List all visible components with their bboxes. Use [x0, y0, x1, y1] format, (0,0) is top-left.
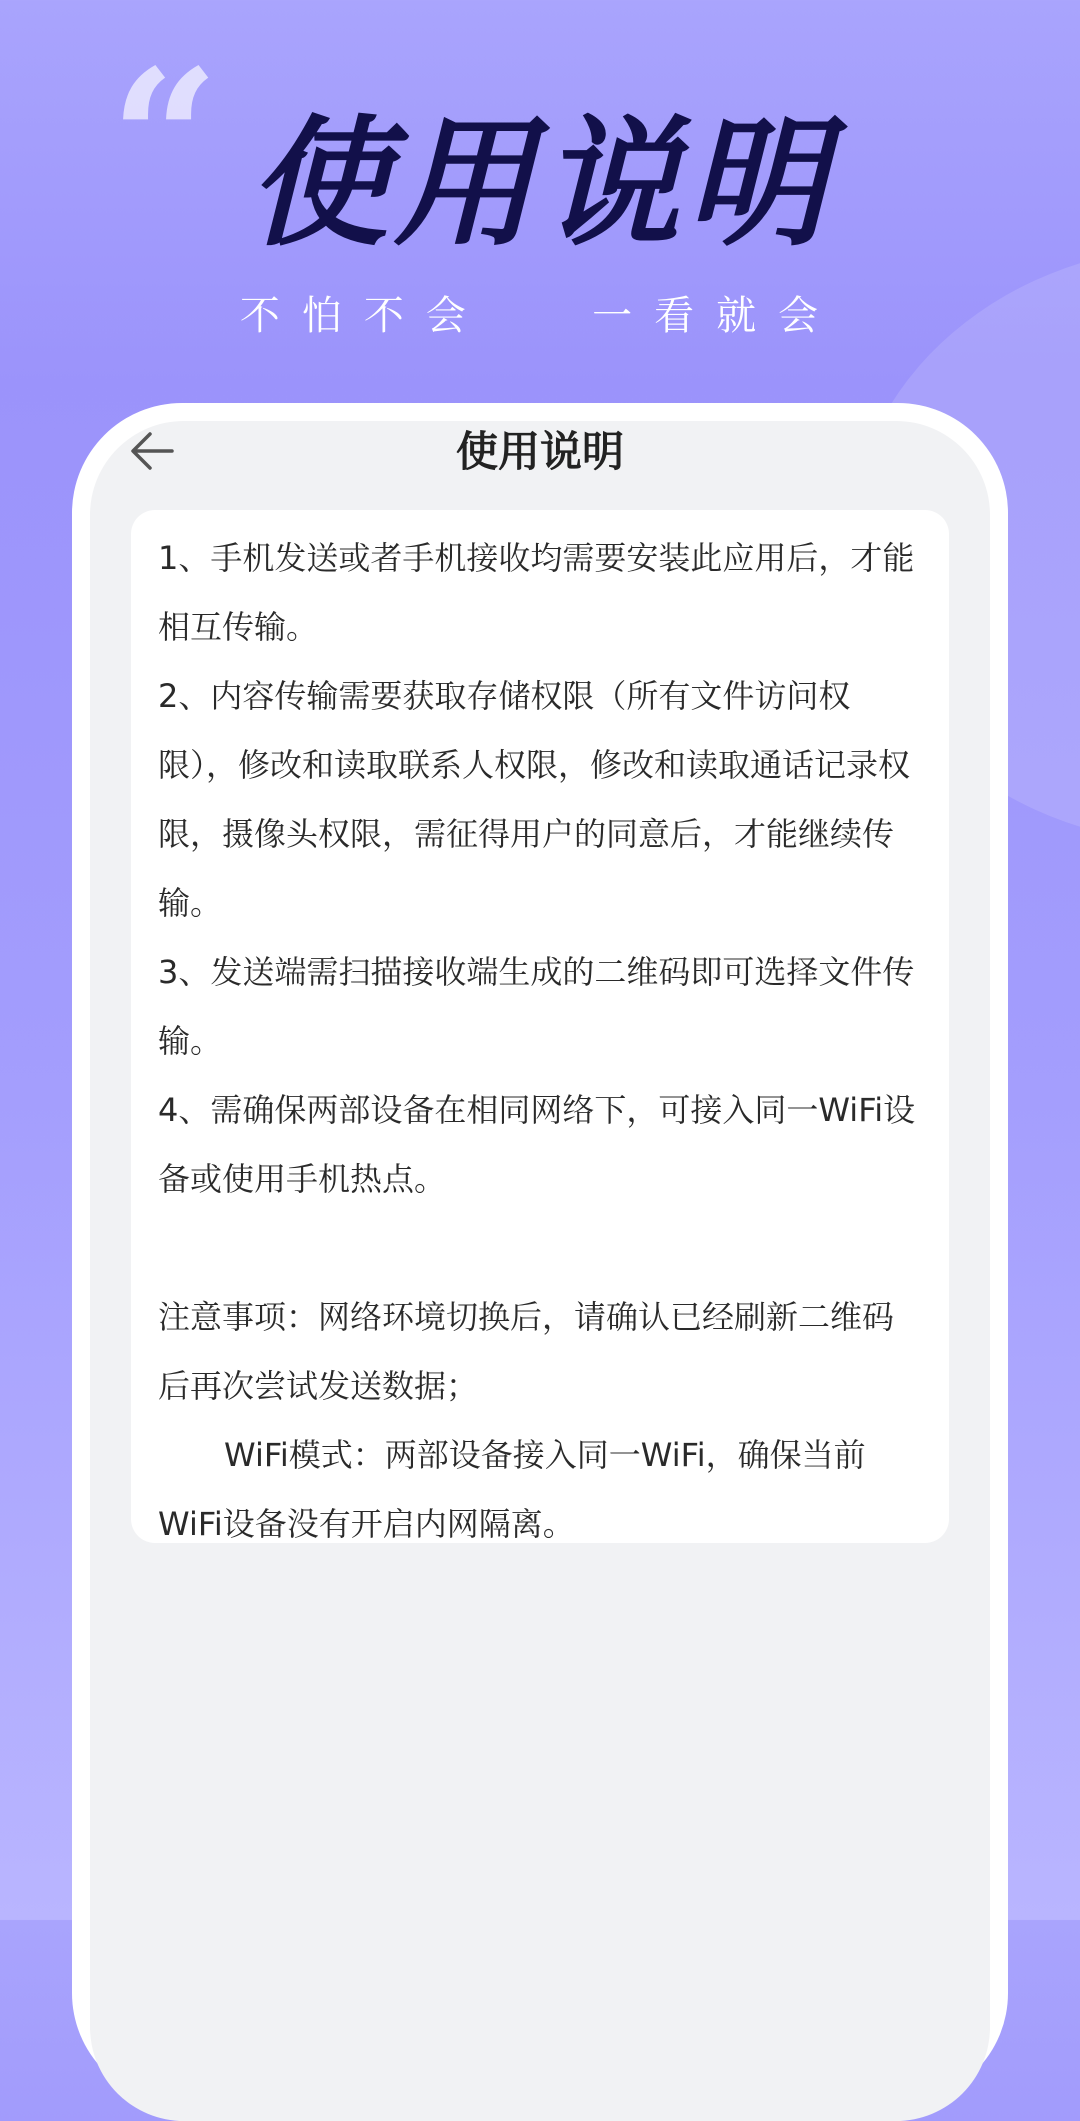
- spacer: [158, 1214, 921, 1283]
- instruction-item-3: 3、发送端需扫描接收端生成的二维码即可选择文件传输。: [158, 953, 915, 1060]
- hero-subtitle: 不怕不会 一看就会: [239, 293, 841, 339]
- instruction-item-1: 1、手机发送或者手机接收均需要安装此应用后，才能相互传输。: [158, 539, 915, 646]
- screen-title: 使用说明: [455, 427, 624, 476]
- instructions-card: [131, 510, 949, 1543]
- instruction-item-2: 2、内容传输需要获取存储权限（所有文件访问权限），修改和读取联系人权限，修改和读取通话记录权限，摄像头权限，需征得用户的同意后，才能继续传输。: [158, 677, 911, 922]
- left-quote-icon: “: [110, 28, 220, 251]
- instruction-item-4: 4、需确保两部设备在相同网络下，可接入同一WiFi设备或使用手机热点。: [158, 1091, 916, 1198]
- note-wifi-mode: WiFi模式：两部设备接入同一WiFi，确保当前WiFi设备没有开启内网隔离。: [158, 1436, 866, 1543]
- note-main: 注意事项：网络环境切换后，请确认已经刷新二维码后再次尝试发送数据；: [158, 1298, 895, 1405]
- hero-title: 使用说明: [247, 103, 832, 266]
